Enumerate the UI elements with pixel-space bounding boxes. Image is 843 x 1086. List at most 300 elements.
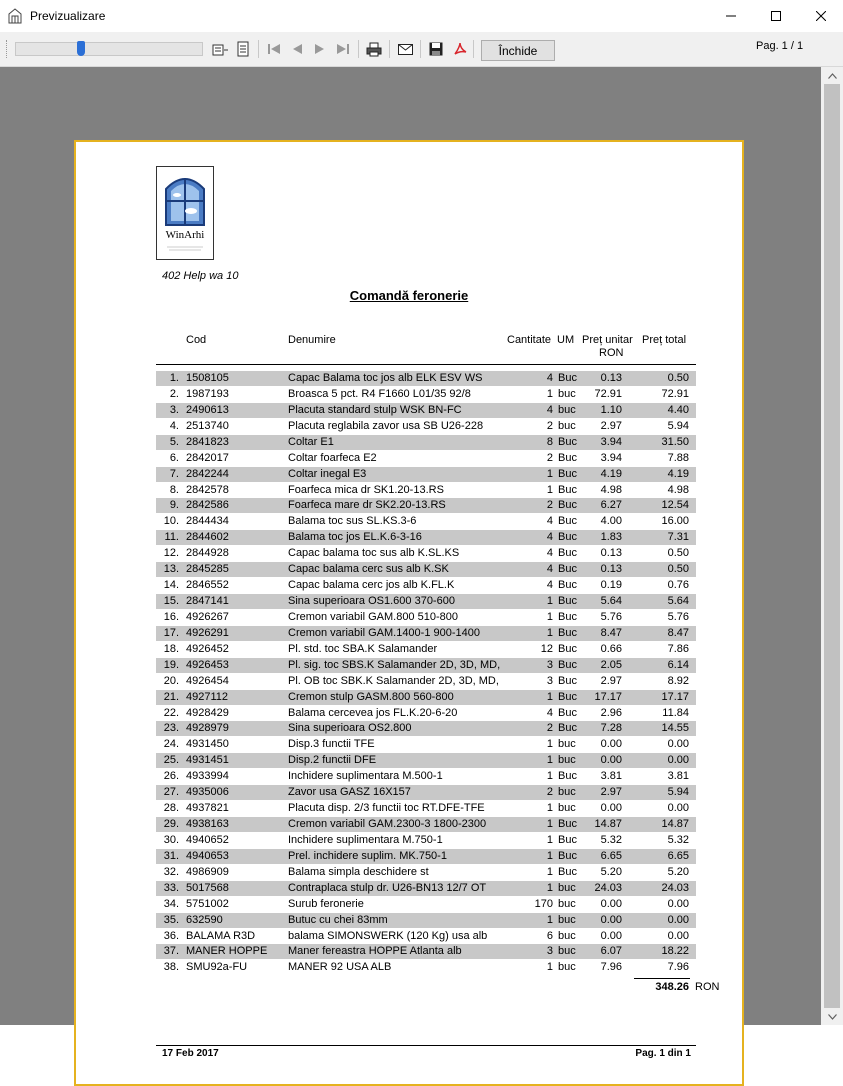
title-bar xyxy=(0,0,843,32)
row-cod: 4940652 xyxy=(186,833,229,846)
table-row xyxy=(156,626,696,641)
row-um: buc xyxy=(558,786,576,799)
row-cantitate: 2 xyxy=(546,451,553,464)
row-cantitate: 4 xyxy=(546,579,553,592)
row-um: Buc xyxy=(558,499,577,512)
row-pret-total: 16.00 xyxy=(661,515,689,528)
table-row xyxy=(156,737,696,752)
row-cantitate: 1 xyxy=(546,754,553,767)
row-pret-total: 0.00 xyxy=(667,754,689,767)
row-denumire: Disp.3 functii TFE xyxy=(288,738,375,751)
row-denumire: Broasca 5 pct. R4 F1660 L01/35 92/8 xyxy=(288,387,471,400)
row-number: 33. xyxy=(163,881,179,894)
row-cod: 2844602 xyxy=(186,531,229,544)
row-um: buc xyxy=(558,945,576,958)
row-cod: BALAMA R3D xyxy=(186,929,256,942)
row-pret-total: 0.50 xyxy=(667,372,689,384)
row-number: 37. xyxy=(163,945,179,958)
table-row xyxy=(156,546,696,561)
row-pret-unitar: 4.00 xyxy=(600,515,622,528)
row-denumire: Zavor usa GASZ 16X157 xyxy=(288,786,411,799)
table-row xyxy=(156,483,696,498)
row-um: Buc xyxy=(558,833,577,846)
row-um: buc xyxy=(558,961,576,974)
row-denumire: Pl. sig. toc SBS.K Salamander 2D, 3D, MD, xyxy=(288,658,501,671)
row-cantitate: 1 xyxy=(546,833,553,846)
table-row xyxy=(156,721,696,736)
row-pret-unitar: 6.65 xyxy=(600,849,622,862)
row-number: 21. xyxy=(163,690,179,703)
row-cantitate: 1 xyxy=(546,387,553,400)
row-number: 26. xyxy=(163,770,179,783)
row-denumire: Pl. OB toc SBK.K Salamander 2D, 3D, MD, xyxy=(288,674,499,687)
row-pret-total: 0.00 xyxy=(667,802,689,815)
row-cod: 4926291 xyxy=(186,626,229,639)
row-pret-total: 5.20 xyxy=(667,865,689,878)
row-cod: 4926453 xyxy=(186,658,229,671)
row-number: 30. xyxy=(163,833,179,846)
row-number: 29. xyxy=(163,818,179,831)
row-pret-unitar: 0.66 xyxy=(600,642,622,655)
row-cantitate: 1 xyxy=(546,467,553,480)
row-pret-total: 18.22 xyxy=(661,945,689,958)
row-cod: MANER HOPPE xyxy=(186,945,268,958)
row-um: Buc xyxy=(558,690,577,703)
row-pret-unitar: 2.05 xyxy=(600,658,622,671)
row-pret-total: 8.47 xyxy=(667,626,689,639)
row-pret-unitar: 0.00 xyxy=(600,754,622,767)
row-pret-total: 6.65 xyxy=(667,849,689,862)
row-pret-total: 4.98 xyxy=(667,483,689,496)
row-pret-unitar: 5.64 xyxy=(600,595,622,608)
row-denumire: Inchidere suplimentara M.500-1 xyxy=(288,770,443,783)
row-um: Buc xyxy=(558,515,577,528)
row-pret-total: 7.86 xyxy=(667,642,689,655)
table-row xyxy=(156,929,696,944)
row-denumire: Coltar E1 xyxy=(288,435,334,448)
row-cod: 4927112 xyxy=(186,690,229,703)
row-number: 23. xyxy=(163,722,179,735)
footer-page: Pag. 1 din 1 xyxy=(635,1048,691,1059)
table-row xyxy=(156,514,696,529)
row-pret-unitar: 72.91 xyxy=(594,387,622,400)
row-cod: 632590 xyxy=(186,913,223,926)
row-number: 17. xyxy=(163,626,179,639)
row-number: 8. xyxy=(169,483,179,496)
row-denumire: Maner fereastra HOPPE Atlanta alb xyxy=(288,945,462,958)
row-denumire: Capac balama toc sus alb K.SL.KS xyxy=(288,547,460,560)
row-denumire: Prel. inchidere suplim. MK.750-1 xyxy=(288,849,447,862)
scrollbar-thumb[interactable] xyxy=(824,84,840,1008)
row-cod: 2841823 xyxy=(186,435,229,448)
row-pret-total: 7.88 xyxy=(667,451,689,464)
table-row xyxy=(156,562,696,577)
table-row xyxy=(156,594,696,609)
row-cantitate: 2 xyxy=(546,419,553,432)
row-um: Buc xyxy=(558,674,577,687)
row-denumire: Cremon variabil GAM.2300-3 1800-2300 xyxy=(288,818,487,831)
row-pret-unitar: 3.94 xyxy=(600,435,622,448)
row-pret-total: 0.50 xyxy=(667,547,689,560)
row-pret-unitar: 0.00 xyxy=(600,897,622,910)
page-width-icon[interactable] xyxy=(211,40,229,58)
app-icon xyxy=(8,8,22,24)
header-rule xyxy=(156,364,696,365)
row-um: Buc xyxy=(558,563,577,576)
row-denumire: Foarfeca mica dr SK1.20-13.RS xyxy=(288,483,444,496)
table-row xyxy=(156,865,696,880)
row-pret-unitar: 0.00 xyxy=(600,738,622,751)
chevron-down-icon xyxy=(828,1014,837,1020)
row-pret-total: 6.14 xyxy=(667,658,689,671)
header-cod: Cod xyxy=(186,334,207,346)
row-cod: 4933994 xyxy=(186,770,229,783)
row-number: 2. xyxy=(169,387,179,400)
row-um: Buc xyxy=(558,579,577,592)
scroll-up-button[interactable] xyxy=(821,67,843,84)
row-cantitate: 1 xyxy=(546,610,553,623)
window-title: Previzualizare xyxy=(30,9,106,23)
table-row xyxy=(156,753,696,768)
row-cantitate: 1 xyxy=(546,626,553,639)
row-number: 38. xyxy=(163,961,179,974)
close-preview-button[interactable]: Închide xyxy=(481,40,555,61)
row-denumire: Coltar inegal E3 xyxy=(288,467,367,480)
row-um: buc xyxy=(558,403,576,416)
row-denumire: Cremon stulp GASM.800 560-800 xyxy=(288,690,454,703)
row-denumire: Capac balama cerc jos alb K.FL.K xyxy=(288,579,455,592)
row-pret-unitar: 5.20 xyxy=(600,865,622,878)
report-page xyxy=(74,140,744,1086)
toolbar-separator xyxy=(258,40,259,58)
row-cod: 4938163 xyxy=(186,818,229,831)
maximize-button[interactable] xyxy=(753,0,798,32)
row-denumire: Balama simpla deschidere st xyxy=(288,865,429,878)
row-cantitate: 1 xyxy=(546,961,553,974)
pdf-icon[interactable] xyxy=(451,40,469,58)
table-row xyxy=(156,498,696,513)
row-cantitate: 4 xyxy=(546,515,553,528)
table-row xyxy=(156,658,696,673)
row-denumire: Foarfeca mare dr SK2.20-13.RS xyxy=(288,499,446,512)
row-cantitate: 1 xyxy=(546,595,553,608)
row-cantitate: 6 xyxy=(546,929,553,942)
row-pret-unitar: 4.98 xyxy=(600,483,622,496)
row-pret-unitar: 1.83 xyxy=(600,531,622,544)
table-row xyxy=(156,849,696,864)
row-pret-unitar: 0.13 xyxy=(600,563,622,576)
row-um: buc xyxy=(558,387,576,400)
row-pret-total: 7.96 xyxy=(667,961,689,974)
row-cantitate: 1 xyxy=(546,802,553,815)
row-um: Buc xyxy=(558,435,577,448)
toolbar-grip xyxy=(6,40,9,58)
next-page-icon[interactable] xyxy=(311,40,329,58)
row-pret-total: 5.76 xyxy=(667,610,689,623)
row-cod: SMU92a-FU xyxy=(186,961,248,974)
row-um: buc xyxy=(558,913,576,926)
row-denumire: Balama cercevea jos FL.K.20-6-20 xyxy=(288,706,458,719)
toolbar-separator xyxy=(358,40,359,58)
row-um: buc xyxy=(558,738,576,751)
row-cantitate: 4 xyxy=(546,706,553,719)
row-number: 7. xyxy=(169,467,179,480)
grand-total-currency: RON xyxy=(695,981,720,993)
row-denumire: Disp.2 functii DFE xyxy=(288,754,377,767)
row-cod: 2842244 xyxy=(186,467,229,480)
table-row xyxy=(156,403,696,418)
table-row xyxy=(156,451,696,466)
row-number: 24. xyxy=(163,738,179,751)
whole-page-icon[interactable] xyxy=(234,40,252,58)
row-cod: 2842017 xyxy=(186,451,229,464)
row-number: 12. xyxy=(163,547,179,560)
row-pret-unitar: 14.87 xyxy=(594,818,622,831)
row-cantitate: 1 xyxy=(546,881,553,894)
row-cantitate: 3 xyxy=(546,658,553,671)
first-page-icon[interactable] xyxy=(265,40,283,58)
logo-text: WinArhi xyxy=(165,229,205,241)
row-denumire: Placuta disp. 2/3 functii toc RT.DFE-TFE xyxy=(288,802,485,815)
row-cod: 4931451 xyxy=(186,754,229,767)
vertical-scrollbar[interactable] xyxy=(821,67,843,1025)
row-cantitate: 1 xyxy=(546,738,553,751)
row-um: Buc xyxy=(558,722,577,735)
row-um: buc xyxy=(558,419,576,432)
row-pret-total: 4.40 xyxy=(667,403,689,416)
row-denumire: balama SIMONSWERK (120 Kg) usa alb xyxy=(288,929,488,942)
row-pret-unitar: 2.97 xyxy=(600,786,622,799)
preview-viewport xyxy=(0,67,821,1059)
row-number: 4. xyxy=(169,419,179,432)
row-pret-total: 31.50 xyxy=(661,435,689,448)
table-row xyxy=(156,785,696,800)
table-row xyxy=(156,578,696,593)
row-number: 34. xyxy=(163,897,179,910)
row-cod: 4926454 xyxy=(186,674,229,687)
row-um: Buc xyxy=(558,626,577,639)
header-pret-unitar: Preț unitar xyxy=(582,334,633,346)
row-cod: 5751002 xyxy=(186,897,229,910)
row-cod: 4928429 xyxy=(186,706,229,719)
row-cantitate: 2 xyxy=(546,722,553,735)
row-denumire: Pl. std. toc SBA.K Salamander xyxy=(288,642,438,655)
row-pret-total: 11.84 xyxy=(662,706,689,719)
row-denumire: Sina superioara OS2.800 xyxy=(288,722,412,735)
zoom-slider-track[interactable] xyxy=(15,42,203,56)
row-um: Buc xyxy=(558,610,577,623)
row-cod: 4935006 xyxy=(186,786,229,799)
row-denumire: Capac balama cerc sus alb K.SK xyxy=(288,563,449,576)
row-cod: 2844928 xyxy=(186,547,229,560)
row-cod: 4926452 xyxy=(186,642,229,655)
row-pret-total: 0.76 xyxy=(667,579,689,592)
row-cantitate: 4 xyxy=(546,563,553,576)
row-cantitate: 1 xyxy=(546,483,553,496)
row-number: 18. xyxy=(163,642,179,655)
table-row xyxy=(156,530,696,545)
row-um: Buc xyxy=(558,818,577,831)
row-pret-unitar: 0.00 xyxy=(600,802,622,815)
row-pret-unitar: 0.13 xyxy=(600,547,622,560)
row-um: Buc xyxy=(558,483,577,496)
row-pret-unitar: 0.13 xyxy=(600,372,622,384)
table-row xyxy=(156,642,696,657)
row-number: 14. xyxy=(163,579,179,592)
row-pret-unitar: 4.19 xyxy=(600,467,622,480)
page-indicator: Pag. 1 / 1 xyxy=(756,40,804,52)
row-denumire: Balama toc sus SL.KS.3-6 xyxy=(288,515,417,528)
table-row xyxy=(156,387,696,402)
row-denumire: Contraplaca stulp dr. U26-BN13 12/7 OT xyxy=(288,881,487,894)
row-cantitate: 3 xyxy=(546,674,553,687)
row-um: Buc xyxy=(558,372,577,384)
header-pret-total: Preț total xyxy=(642,334,687,346)
row-denumire: Placuta standard stulp WSK BN-FC xyxy=(288,403,462,416)
row-pret-unitar: 6.27 xyxy=(600,499,622,512)
row-number: 3. xyxy=(169,403,179,416)
row-um: Buc xyxy=(558,595,577,608)
row-cantitate: 8 xyxy=(546,435,553,448)
email-icon[interactable] xyxy=(396,40,414,58)
row-pret-total: 12.54 xyxy=(661,499,689,512)
previous-page-icon[interactable] xyxy=(288,40,306,58)
row-number: 31. xyxy=(163,849,179,862)
row-um: Buc xyxy=(558,531,577,544)
close-icon xyxy=(816,11,826,21)
row-number: 16. xyxy=(163,610,179,623)
row-denumire: Balama toc jos EL.K.6-3-16 xyxy=(288,531,422,544)
row-pret-unitar: 3.94 xyxy=(600,451,622,464)
row-pret-unitar: 2.97 xyxy=(600,674,622,687)
document-title: Comandă feronerie xyxy=(349,288,469,303)
row-cantitate: 4 xyxy=(546,531,553,544)
footer-rule xyxy=(156,1045,696,1046)
row-pret-total: 5.64 xyxy=(667,595,689,608)
table-row xyxy=(156,801,696,816)
row-um: buc xyxy=(558,897,576,910)
row-um: Buc xyxy=(558,865,577,878)
row-um: buc xyxy=(558,881,576,894)
row-pret-unitar: 8.47 xyxy=(600,626,622,639)
row-um: Buc xyxy=(558,658,577,671)
row-cantitate: 2 xyxy=(546,786,553,799)
row-cantitate: 1 xyxy=(546,849,553,862)
row-denumire: Placuta reglabila zavor usa SB U26-228 xyxy=(288,419,484,432)
window-close-button[interactable] xyxy=(798,0,843,32)
row-pret-unitar: 0.00 xyxy=(600,929,622,942)
row-cantitate: 1 xyxy=(546,818,553,831)
row-number: 10. xyxy=(163,515,179,528)
row-denumire: Cremon variabil GAM.1400-1 900-1400 xyxy=(288,626,480,639)
maximize-icon xyxy=(771,11,781,21)
row-pret-total: 14.55 xyxy=(661,722,689,735)
zoom-slider-thumb[interactable] xyxy=(77,41,85,56)
row-cantitate: 1 xyxy=(546,690,553,703)
row-cod: 2844434 xyxy=(186,515,229,528)
row-number: 32. xyxy=(163,865,179,878)
row-pret-unitar: 5.32 xyxy=(600,833,622,846)
row-pret-unitar: 6.07 xyxy=(600,945,622,958)
row-pret-total: 0.00 xyxy=(667,738,689,751)
row-cod: 2847141 xyxy=(186,595,229,608)
row-number: 25. xyxy=(163,754,179,767)
table-row xyxy=(156,674,696,689)
row-pret-total: 0.00 xyxy=(667,897,689,910)
row-pret-unitar: 7.96 xyxy=(600,961,622,974)
row-um: Buc xyxy=(558,770,577,783)
row-cantitate: 1 xyxy=(546,770,553,783)
minimize-icon xyxy=(726,11,736,21)
row-cantitate: 12 xyxy=(540,642,553,655)
row-number: 5. xyxy=(169,435,179,448)
row-um: Buc xyxy=(558,642,577,655)
row-number: 20. xyxy=(163,674,179,687)
last-page-icon[interactable] xyxy=(334,40,352,58)
print-icon[interactable] xyxy=(365,40,383,58)
scroll-down-button[interactable] xyxy=(821,1008,843,1025)
table-row xyxy=(156,769,696,784)
row-denumire: Coltar foarfeca E2 xyxy=(288,451,377,464)
row-pret-total: 3.81 xyxy=(667,770,689,783)
row-pret-total: 0.50 xyxy=(667,563,689,576)
row-um: Buc xyxy=(558,451,577,464)
table-row xyxy=(156,944,696,959)
toolbar-separator xyxy=(473,40,474,58)
row-pret-total: 0.00 xyxy=(667,913,689,926)
header-um: UM xyxy=(557,334,575,346)
row-um: buc xyxy=(558,929,576,942)
row-denumire: MANER 92 USA ALB xyxy=(288,961,392,974)
row-number: 36. xyxy=(163,929,179,942)
total-rule xyxy=(634,978,690,979)
save-icon[interactable] xyxy=(427,40,445,58)
row-um: Buc xyxy=(558,467,577,480)
row-pret-total: 24.03 xyxy=(661,881,689,894)
row-denumire: Cremon variabil GAM.800 510-800 xyxy=(288,610,458,623)
row-cod: 4986909 xyxy=(186,865,229,878)
company-name: 402 Help wa 10 xyxy=(162,270,239,282)
table-row xyxy=(156,881,696,896)
row-number: 35. xyxy=(163,913,179,926)
row-cod: 4928979 xyxy=(186,722,229,735)
row-um: Buc xyxy=(558,706,577,719)
table-row xyxy=(156,706,696,721)
header-cantitate: Cantitate xyxy=(507,334,552,346)
table-row xyxy=(156,960,696,975)
row-cantitate: 4 xyxy=(546,372,553,384)
row-cantitate: 1 xyxy=(546,865,553,878)
row-denumire: Inchidere suplimentara M.750-1 xyxy=(288,833,443,846)
row-denumire: Sina superioara OS1.600 370-600 xyxy=(288,595,455,608)
row-denumire: Butuc cu chei 83mm xyxy=(288,913,388,926)
row-pret-total: 17.17 xyxy=(661,690,689,703)
toolbar-separator xyxy=(420,40,421,58)
row-cod: 4940653 xyxy=(186,849,229,862)
row-um: Buc xyxy=(558,849,577,862)
row-number: 1. xyxy=(169,372,179,384)
row-denumire: Capac Balama toc jos alb ELK ESV WS xyxy=(288,372,483,384)
row-pret-total: 5.94 xyxy=(667,419,689,432)
row-cantitate: 170 xyxy=(534,897,553,910)
table-row xyxy=(156,371,696,386)
row-cod: 2845285 xyxy=(186,563,229,576)
table-row xyxy=(156,467,696,482)
minimize-button[interactable] xyxy=(708,0,753,32)
row-cod: 2513740 xyxy=(186,419,229,432)
row-number: 13. xyxy=(163,563,179,576)
row-pret-total: 5.32 xyxy=(667,833,689,846)
